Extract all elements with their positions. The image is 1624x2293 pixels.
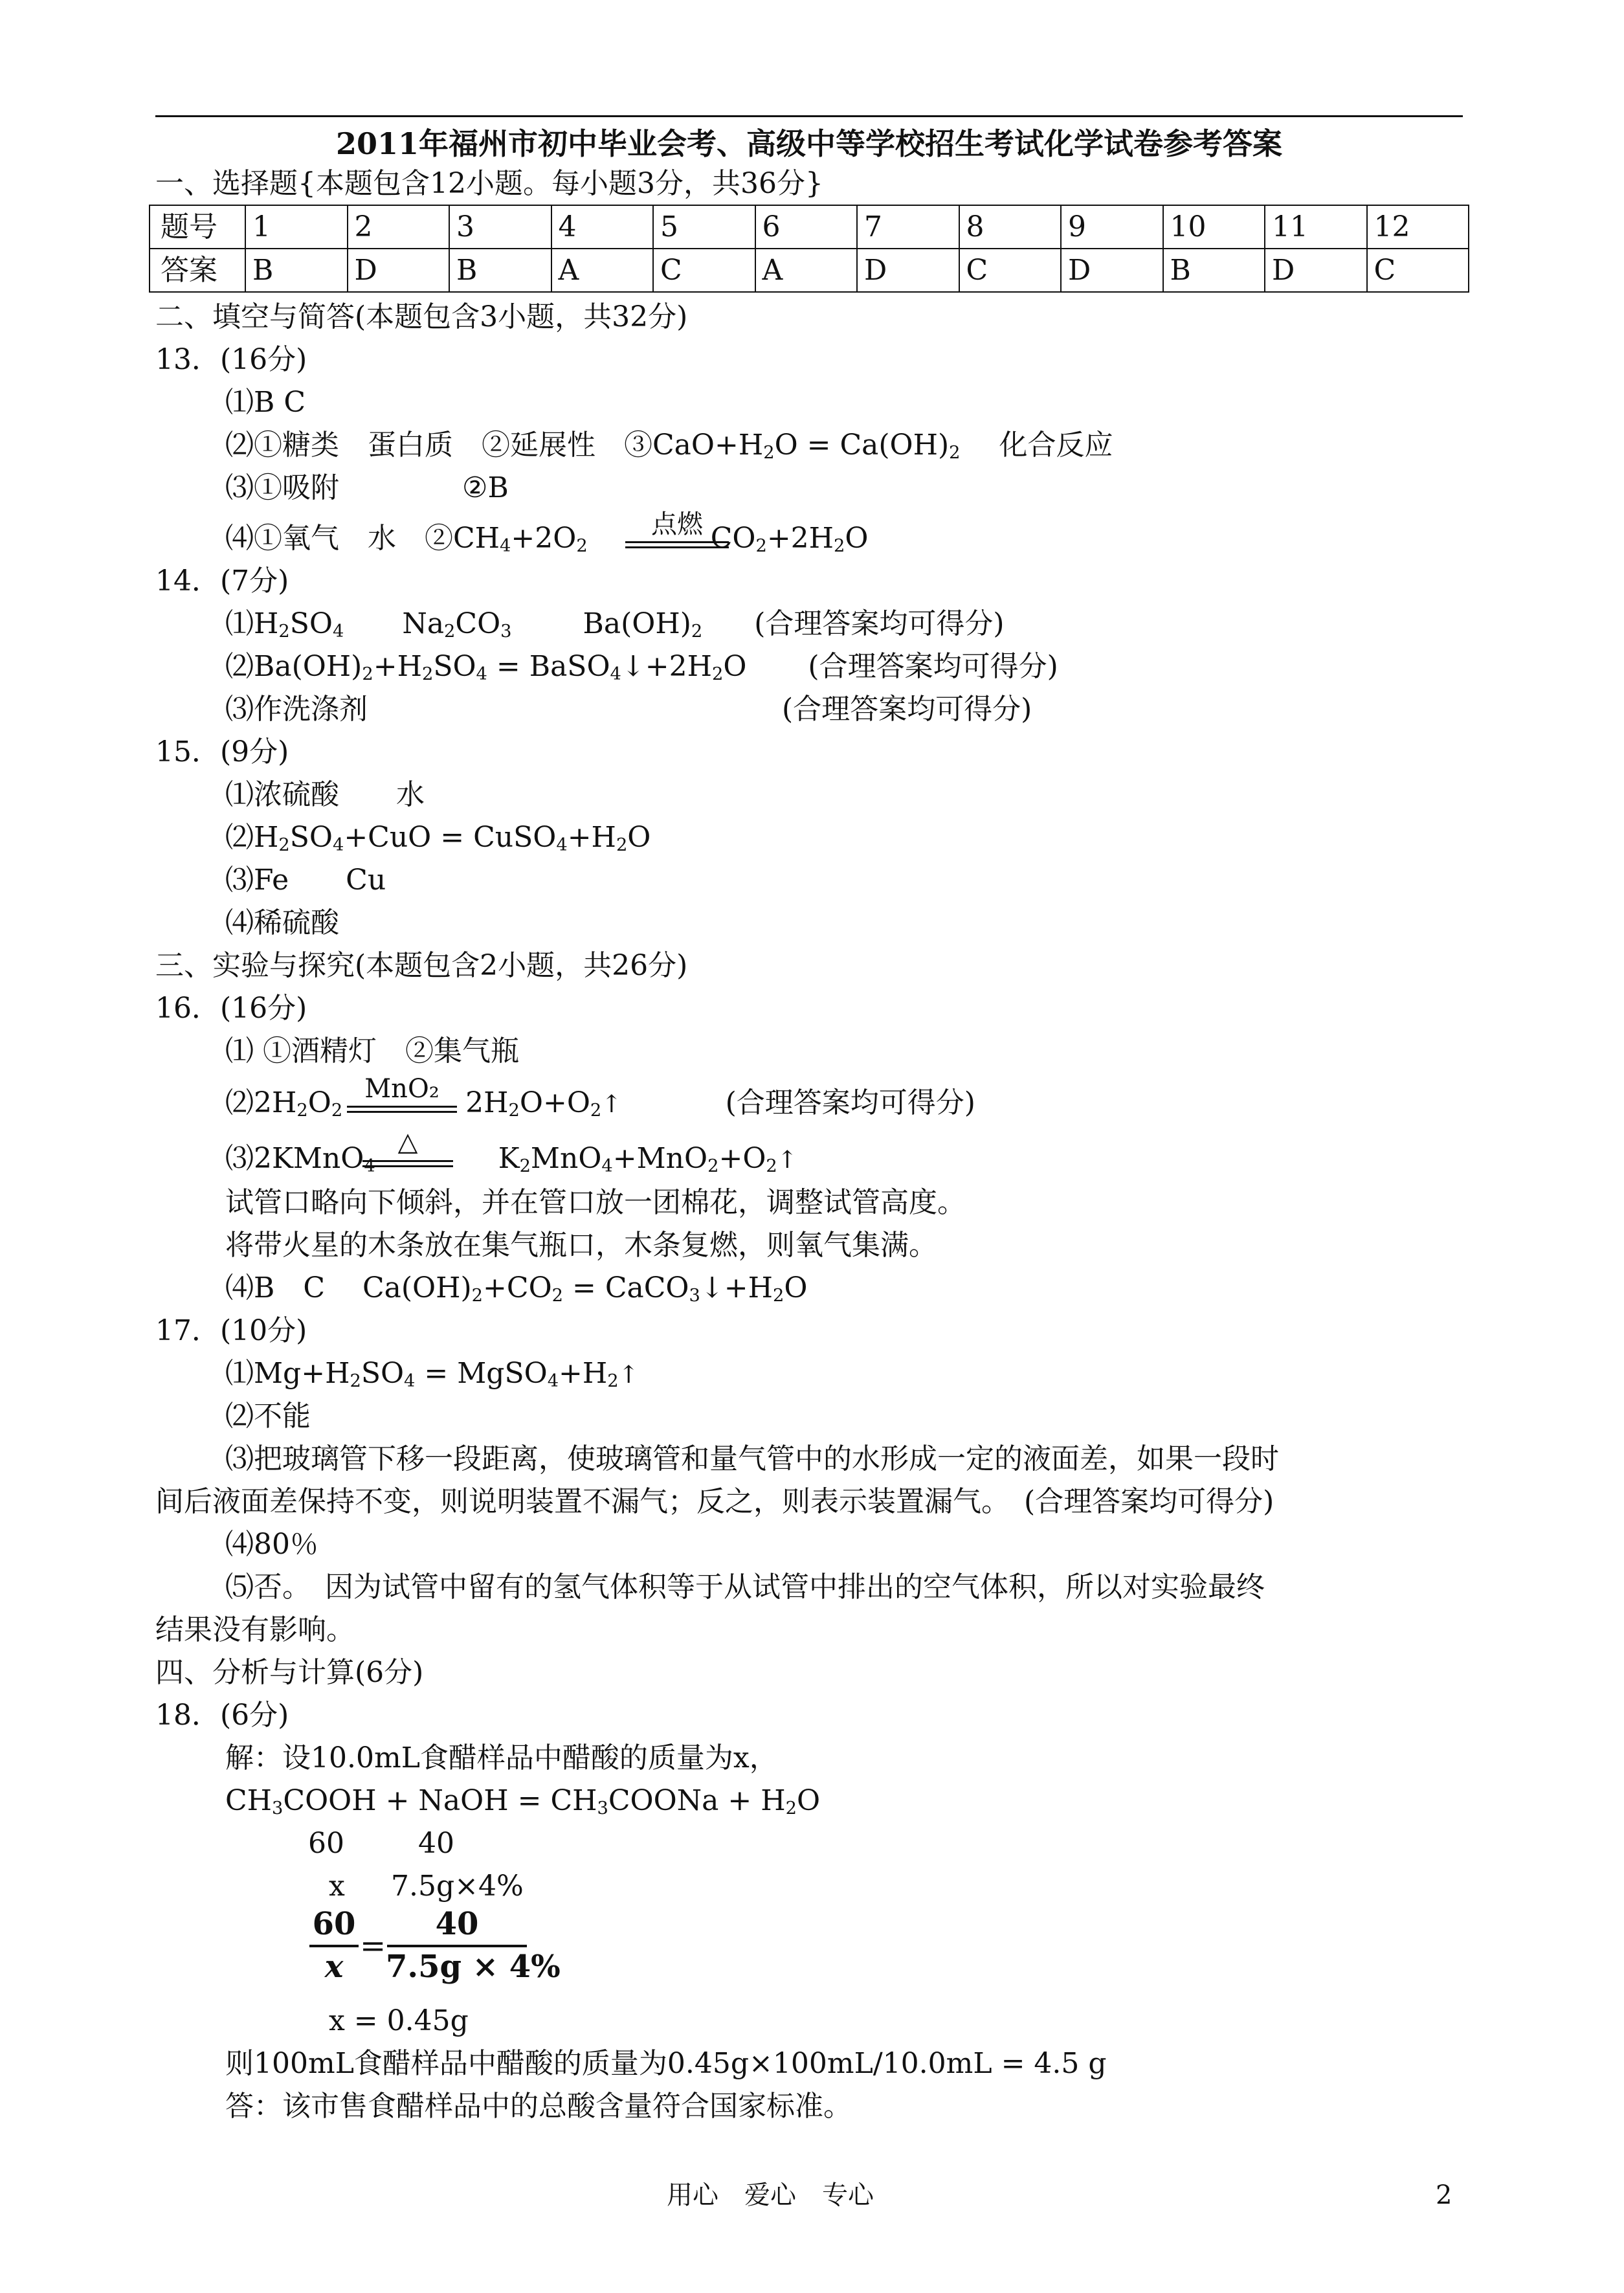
fraction-numerator-1: 60: [312, 1906, 356, 1942]
fraction-bar: [387, 1945, 527, 1947]
page-title: 2011年福州市初中毕业会考、高级中等学校招生考试化学试卷参考答案: [335, 126, 1283, 161]
q13-part1: ⑴B C: [225, 386, 306, 419]
q13-part3: ⑶①吸附 ②B: [225, 471, 509, 504]
table-row-numbers: [150, 205, 1469, 249]
q17-part2: ⑵不能: [225, 1400, 311, 1433]
table-cell: D: [348, 249, 450, 292]
answer-table: [149, 205, 1469, 293]
table-cell: 8: [959, 205, 1062, 249]
page-footer: 用心 爱心 专心: [667, 2180, 874, 2210]
q14-part2: $⑵Ba(OH)_2+H_2SO_4$ = $BaSO_4↓+2H_2O$ (合理答案均可得分): [225, 650, 1058, 684]
q15-part1: ⑴浓硫酸 水: [225, 778, 425, 811]
q18-answer: 答：该市售食醋样品中的总酸含量符合国家标准。: [225, 2090, 852, 2123]
q16-heading: 16．(16分): [155, 992, 307, 1025]
q16-part4: ⑷B C $Ca(OH)_2+CO_2$ = $CaCO_3↓+H_2O$: [225, 1271, 808, 1306]
section-3-heading: 三、实验与探究(本题包含2小题，共26分): [155, 949, 688, 982]
equation-rule: [625, 546, 729, 548]
q13-part2: ⑵①糖类 蛋白质 ②延展性 $③CaO+H_2O = Ca(OH)_2$ 化合反应: [225, 429, 1113, 463]
q18-conversion: 则100mL食醋样品中醋酸的质量为0.45g×100mL/10.0mL = 4.5 g: [225, 2047, 1107, 2080]
row-label: 题号: [150, 205, 245, 249]
q16-part3: ⑶2KMnO$_4$ $K_2MnO_4+MnO_2+O_2↑$: [225, 1142, 798, 1176]
q17-part5-line2: 结果没有影响。: [155, 1613, 355, 1646]
table-cell: 12: [1367, 205, 1469, 249]
table-cell: 9: [1061, 205, 1163, 249]
q18-molar-mass-1: 60: [308, 1827, 344, 1860]
equation-rule: [362, 1165, 453, 1167]
fraction-denominator-1: x: [324, 1949, 344, 1985]
table-cell: B: [245, 249, 348, 292]
section-4-heading: 四、分析与计算(6分): [155, 1656, 424, 1689]
q18-equation: $CH_3COOH$ + NaOH = $CH_3COONa + H_2O$: [225, 1784, 821, 1818]
q16-part1: ⑴ ①酒精灯 ②集气瓶: [225, 1035, 519, 1068]
section-2-heading: 二、填空与简答(本题包含3小题，共32分): [155, 300, 688, 333]
table-cell: C: [653, 249, 755, 292]
equation-rule: [347, 1106, 457, 1108]
q17-part5-line1: ⑸否。 因为试管中留有的氢气体积等于从试管中排出的空气体积，所以对实验最终: [225, 1571, 1265, 1604]
q16-part3-detail-1: 试管口略向下倾斜，并在管口放一团棉花，调整试管高度。: [225, 1186, 966, 1219]
equation-rule: [625, 541, 729, 543]
q17-part3-line2: 间后液面差保持不变，则说明装置不漏气；反之，则表示装置漏气。 (合理答案均可得分): [155, 1485, 1274, 1518]
table-cell: 2: [348, 205, 450, 249]
q14-part1: $⑴H_2SO_4$ $Na_2CO_3$ $Ba(OH)_2$ (合理答案均可得分): [225, 607, 1005, 642]
q14-part3: ⑶作洗涤剂 (合理答案均可得分): [225, 693, 1032, 726]
q15-part2: $⑵H_2SO_4+CuO$ = $CuSO_4+H_2O$: [225, 821, 651, 855]
table-cell: D: [857, 249, 959, 292]
q16-part3-detail-2: 将带火星的木条放在集气瓶口，木条复燃，则氧气集满。: [225, 1229, 937, 1262]
fraction-denominator-2: 7.5g × 4%: [386, 1949, 561, 1985]
q17-part4: ⑷80％: [225, 1528, 318, 1561]
table-cell: 1: [245, 205, 348, 249]
q18-unknown: x: [329, 1870, 345, 1903]
q15-part4: ⑷稀硫酸: [225, 906, 339, 939]
page-number: 2: [1436, 2180, 1452, 2210]
section-1-heading: 一、选择题{本题包含12小题。每小题3分，共36分}: [155, 167, 823, 200]
q18-known-mass: 7.5g×4%: [391, 1870, 524, 1903]
table-cell: 3: [449, 205, 551, 249]
q15-part3: ⑶Fe Cu: [225, 864, 386, 897]
q13-heading: 13．(16分): [155, 343, 307, 376]
table-cell: D: [1265, 249, 1367, 292]
table-cell: A: [551, 249, 654, 292]
table-cell: 10: [1163, 205, 1265, 249]
table-cell: 4: [551, 205, 654, 249]
table-cell: 11: [1265, 205, 1367, 249]
table-cell: C: [959, 249, 1062, 292]
q18-heading: 18．(6分): [155, 1699, 289, 1732]
q18-solution-intro: 解：设10.0mL食醋样品中醋酸的质量为x，: [225, 1741, 778, 1774]
table-cell: 5: [653, 205, 755, 249]
q18-molar-mass-2: 40: [418, 1827, 454, 1860]
equation-rule: [362, 1160, 453, 1162]
table-cell: C: [1367, 249, 1469, 292]
table-cell: 7: [857, 205, 959, 249]
q17-heading: 17．(10分): [155, 1314, 307, 1347]
q18-result: x = 0.45g: [329, 2004, 469, 2037]
q14-heading: 14．(7分): [155, 565, 289, 598]
table-cell: 6: [755, 205, 858, 249]
heat-symbol: △: [397, 1127, 418, 1157]
table-cell: B: [449, 249, 551, 292]
equation-rule: [347, 1111, 457, 1113]
table-cell: B: [1163, 249, 1265, 292]
q13-part4: ⑷①氧气 水 $②CH_4+2O_2$ $CO_2+2H_2O$: [225, 522, 869, 556]
table-cell: D: [1061, 249, 1163, 292]
equals-sign: =: [360, 1928, 386, 1964]
fraction-bar: [309, 1945, 359, 1947]
reaction-condition: MnO₂: [364, 1074, 439, 1104]
q17-part3-line1: ⑶把玻璃管下移一段距离，使玻璃管和量气管中的水形成一定的液面差，如果一段时: [225, 1442, 1279, 1475]
table-row-answers: [150, 249, 1469, 292]
q17-part1: $⑴Mg+H_2SO_4$ = $MgSO_4+H_2↑$: [225, 1357, 639, 1391]
row-label: 答案: [150, 249, 245, 292]
q16-part2: $⑵2H_2O_2$ $2H_2O+O_2↑$ (合理答案均可得分): [225, 1086, 975, 1121]
table-cell: A: [755, 249, 858, 292]
header-rule: [155, 115, 1463, 117]
fraction-numerator-2: 40: [435, 1906, 479, 1942]
q15-heading: 15．(9分): [155, 735, 289, 768]
reaction-condition: 点燃: [651, 509, 703, 539]
